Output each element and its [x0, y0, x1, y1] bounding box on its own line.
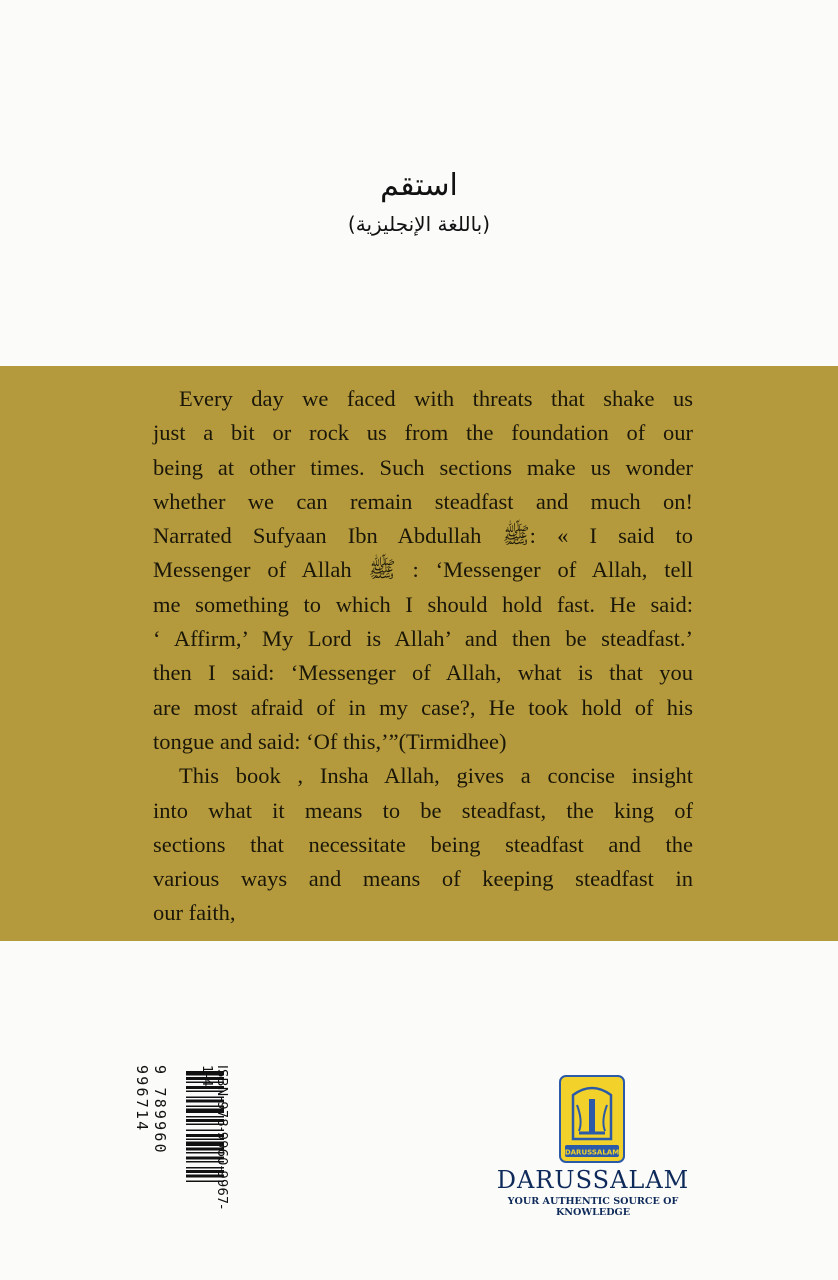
blurb-line: tongue and said: ‘Of this,’”(Tirmidhee): [153, 728, 507, 754]
publisher-tagline: YOUR AUTHENTIC SOURCE OF KNOWLEDGE: [507, 1196, 679, 1218]
blurb-line: me something to which I should hold fast. He said:: [153, 591, 693, 617]
blurb-line: various ways and means of keeping steadfast in: [153, 866, 693, 892]
blurb-line: sections that necessitate being steadfast and the: [153, 831, 693, 857]
publisher-name: DARUSSALAM: [496, 1166, 690, 1194]
blurb-text: [153, 382, 693, 931]
blurb-line: our faith,: [153, 900, 236, 926]
logo-caption: DARUSSALAM: [564, 1148, 620, 1157]
blurb-line: whether we can remain steadfast and much on!: [153, 488, 693, 514]
arabic-subtitle: (باللغة الإنجليزية): [347, 212, 491, 236]
blurb-line: Messenger of Allah ﷺ : ‘Messenger of Allah, tell: [153, 557, 693, 583]
isbn-label: ISBN-978-9960-9967-1-4: [199, 1065, 229, 1210]
blurb-band: [0, 366, 838, 941]
blurb-line: then I said: ‘Messenger of Allah, what is that you: [153, 660, 693, 686]
blurb-line: Narrated Sufyaan Ibn Abdullah ﷺ: « I said to: [153, 523, 693, 549]
blurb-line: Every day we faced with threats that shake us: [179, 386, 693, 411]
blurb-line: are most afraid of in my case?, He took hold of his: [153, 694, 693, 720]
blurb-line: into what it means to be steadfast, the king of: [153, 797, 693, 823]
blurb-line: just a bit or rock us from the foundation of our: [153, 420, 693, 446]
arabic-title: استقم: [380, 168, 458, 203]
blurb-line: This book , Insha Allah, gives a concise insight: [179, 763, 693, 789]
darussalam-logo: [559, 1075, 625, 1163]
blurb-line: ‘ Affirm,’ My Lord is Allah’ and then be steadfast.’: [153, 626, 693, 652]
blurb-line: being at other times. Such sections make us wonder: [153, 454, 693, 480]
barcode-number: 9 789960 996714: [133, 1065, 169, 1155]
